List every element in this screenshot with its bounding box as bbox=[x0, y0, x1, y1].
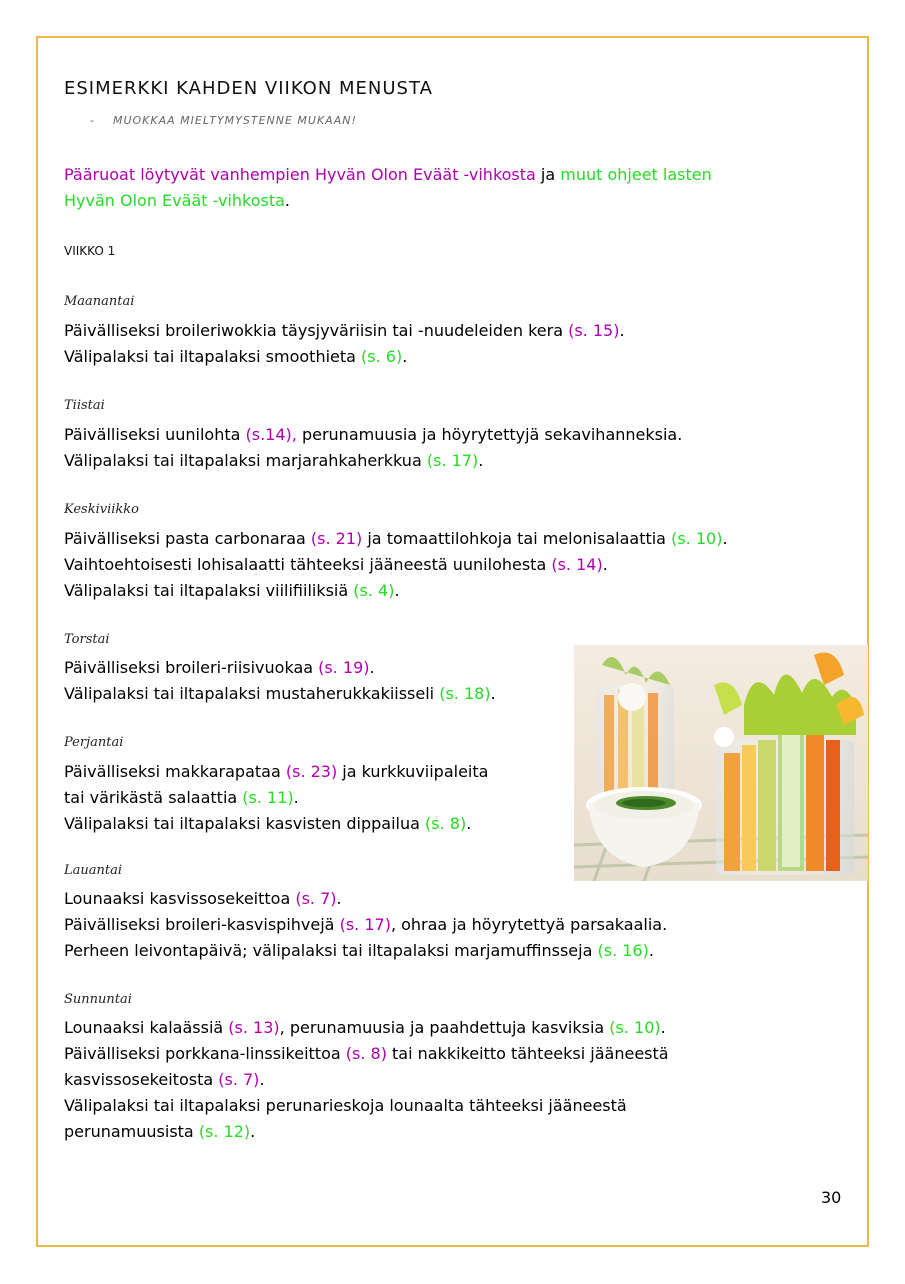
menu-text: . bbox=[602, 555, 608, 574]
menu-text: Päivälliseksi broileri-riisivuokaa bbox=[64, 658, 319, 677]
page-ref: (s.14), bbox=[245, 425, 297, 444]
menu-text: . bbox=[478, 451, 484, 470]
menu-text: Päivälliseksi makkarapataa bbox=[64, 762, 286, 781]
menu-text: . bbox=[250, 1122, 256, 1141]
page-ref: (s. 17) bbox=[339, 915, 391, 934]
page-ref: (s. 21) bbox=[310, 529, 363, 548]
vegetable-sticks-illustration bbox=[574, 645, 868, 881]
menu-text: Välipalaksi tai iltapalaksi viilifiiliksiä bbox=[64, 581, 354, 600]
page-ref: (s. 8) bbox=[345, 1044, 387, 1063]
page-ref: (s. 15) bbox=[568, 321, 620, 340]
menu-text: Välipalaksi tai iltapalaksi marjarahkaherkkua bbox=[64, 451, 427, 470]
menu-line bbox=[64, 578, 854, 604]
menu-text: , perunamuusia ja paahdettuja kasviksia bbox=[279, 1018, 610, 1037]
day-menu-tuesday bbox=[64, 422, 854, 474]
menu-text: . bbox=[336, 889, 342, 908]
day-heading-wednesday: Keskiviikko bbox=[64, 502, 140, 517]
day-menu-monday bbox=[64, 318, 854, 370]
menu-text: Lounaaksi kasvissosekeittoa bbox=[64, 889, 296, 908]
menu-text: Perheen leivontapäivä; välipalaksi tai iltapalaksi marjamuffinsseja bbox=[64, 941, 598, 960]
menu-line bbox=[64, 1015, 854, 1041]
menu-text: , ohraa ja höyrytettyä parsakaalia. bbox=[390, 915, 668, 934]
menu-text: . bbox=[466, 814, 472, 833]
page-ref: (s. 13) bbox=[228, 1018, 280, 1037]
day-heading-friday: Perjantai bbox=[64, 735, 124, 750]
menu-text: . bbox=[648, 941, 654, 960]
menu-text: tai värikästä salaattia bbox=[64, 788, 243, 807]
menu-text: . bbox=[369, 658, 375, 677]
intro-period: . bbox=[284, 191, 290, 210]
menu-text: Päivälliseksi uunilohta bbox=[64, 425, 246, 444]
page-ref: (s. 12) bbox=[198, 1122, 251, 1141]
menu-text: ja tomaattilohkoja tai melonisalaattia bbox=[362, 529, 672, 548]
day-heading-sunday: Sunnuntai bbox=[64, 992, 132, 1007]
subtitle-dash: - bbox=[90, 114, 95, 127]
menu-text: tai nakkikeitto tähteeksi jääneestä bbox=[386, 1044, 669, 1063]
day-menu-wednesday bbox=[64, 526, 854, 604]
page-title: ESIMERKKI KAHDEN VIIKON MENUSTA bbox=[64, 78, 433, 99]
day-menu-thursday bbox=[64, 655, 564, 707]
menu-text: Välipalaksi tai iltapalaksi smoothieta bbox=[64, 347, 362, 366]
menu-text: Päivälliseksi pasta carbonaraa bbox=[64, 529, 311, 548]
day-heading-thursday: Torstai bbox=[64, 632, 110, 647]
menu-line bbox=[64, 759, 564, 785]
page-ref: (s. 7) bbox=[218, 1070, 260, 1089]
page-ref: (s. 16) bbox=[597, 941, 649, 960]
menu-line bbox=[64, 1119, 854, 1145]
menu-text: . bbox=[293, 788, 299, 807]
menu-line bbox=[64, 1067, 854, 1093]
menu-line bbox=[64, 1041, 854, 1067]
page-ref: (s. 10) bbox=[671, 529, 723, 548]
menu-text: Välipalaksi tai iltapalaksi perunarieskoja lounaalta tähteeksi jääneestä bbox=[64, 1096, 627, 1115]
menu-text: . bbox=[660, 1018, 666, 1037]
menu-text: . bbox=[722, 529, 728, 548]
week-label: VIIKKO 1 bbox=[64, 244, 116, 258]
menu-text: Päivälliseksi porkkana-linssikeittoa bbox=[64, 1044, 346, 1063]
menu-text: . bbox=[394, 581, 400, 600]
menu-line bbox=[64, 912, 854, 938]
menu-line bbox=[64, 785, 564, 811]
menu-text: Lounaaksi kalaässiä bbox=[64, 1018, 229, 1037]
intro-connector: ja bbox=[535, 165, 561, 184]
menu-line bbox=[64, 448, 854, 474]
menu-text: . bbox=[259, 1070, 265, 1089]
page-ref: (s. 6) bbox=[361, 347, 403, 366]
menu-text: Päivälliseksi broileriwokkia täysjyväriisin tai -nuudeleiden kera bbox=[64, 321, 569, 340]
day-menu-saturday bbox=[64, 886, 854, 964]
page-ref: (s. 19) bbox=[318, 658, 370, 677]
menu-line bbox=[64, 422, 854, 448]
menu-line bbox=[64, 318, 854, 344]
day-menu-friday bbox=[64, 759, 564, 837]
page-ref: (s. 10) bbox=[609, 1018, 661, 1037]
intro-paragraph bbox=[64, 162, 844, 214]
menu-text: Välipalaksi tai iltapalaksi kasvisten dippailua bbox=[64, 814, 426, 833]
page-ref: (s. 14) bbox=[551, 555, 603, 574]
menu-line bbox=[64, 938, 854, 964]
menu-line bbox=[64, 811, 564, 837]
menu-line bbox=[64, 655, 564, 681]
intro-child-booklet-b: Hyvän Olon Eväät -vihkosta bbox=[64, 191, 285, 210]
intro-child-booklet-a: muut ohjeet lasten bbox=[560, 165, 712, 184]
menu-text: Vaihtoehtoisesti lohisalaatti tähteeksi jääneestä uunilohesta bbox=[64, 555, 552, 574]
page-ref: (s. 18) bbox=[439, 684, 491, 703]
menu-text: . bbox=[402, 347, 408, 366]
page-number: 30 bbox=[821, 1188, 842, 1207]
menu-text: Välipalaksi tai iltapalaksi mustaherukkakiisseli bbox=[64, 684, 440, 703]
day-heading-saturday: Lauantai bbox=[64, 863, 123, 878]
menu-line bbox=[64, 526, 854, 552]
menu-line bbox=[64, 552, 854, 578]
menu-text: Päivälliseksi broileri-kasvispihvejä bbox=[64, 915, 340, 934]
intro-adult-booklet: Pääruoat löytyvät vanhempien Hyvän Olon Eväät -vihkosta bbox=[64, 165, 536, 184]
subtitle-text: MUOKKAA MIELTYMYSTENNE MUKAAN! bbox=[112, 114, 357, 127]
page-ref: (s. 7) bbox=[295, 889, 337, 908]
vegetable-sticks-photo bbox=[574, 645, 868, 881]
menu-text: . bbox=[490, 684, 496, 703]
menu-line bbox=[64, 681, 564, 707]
page-ref: (s. 17) bbox=[426, 451, 479, 470]
menu-text: . bbox=[619, 321, 625, 340]
day-heading-tuesday: Tiistai bbox=[64, 398, 105, 413]
menu-line bbox=[64, 344, 854, 370]
menu-text: kasvissosekeitosta bbox=[64, 1070, 219, 1089]
page-ref: (s. 4) bbox=[353, 581, 395, 600]
menu-line bbox=[64, 886, 854, 912]
day-menu-sunday bbox=[64, 1015, 854, 1145]
menu-line bbox=[64, 1093, 854, 1119]
page-subtitle bbox=[90, 114, 357, 127]
page-ref: (s. 23) bbox=[285, 762, 338, 781]
menu-text: perunamuusista bbox=[64, 1122, 199, 1141]
day-heading-monday: Maanantai bbox=[64, 294, 135, 309]
page-ref: (s. 11) bbox=[242, 788, 294, 807]
menu-text: perunamuusia ja höyrytettyjä sekavihanneksia. bbox=[296, 425, 683, 444]
menu-text: ja kurkkuviipaleita bbox=[337, 762, 489, 781]
page-ref: (s. 8) bbox=[425, 814, 467, 833]
